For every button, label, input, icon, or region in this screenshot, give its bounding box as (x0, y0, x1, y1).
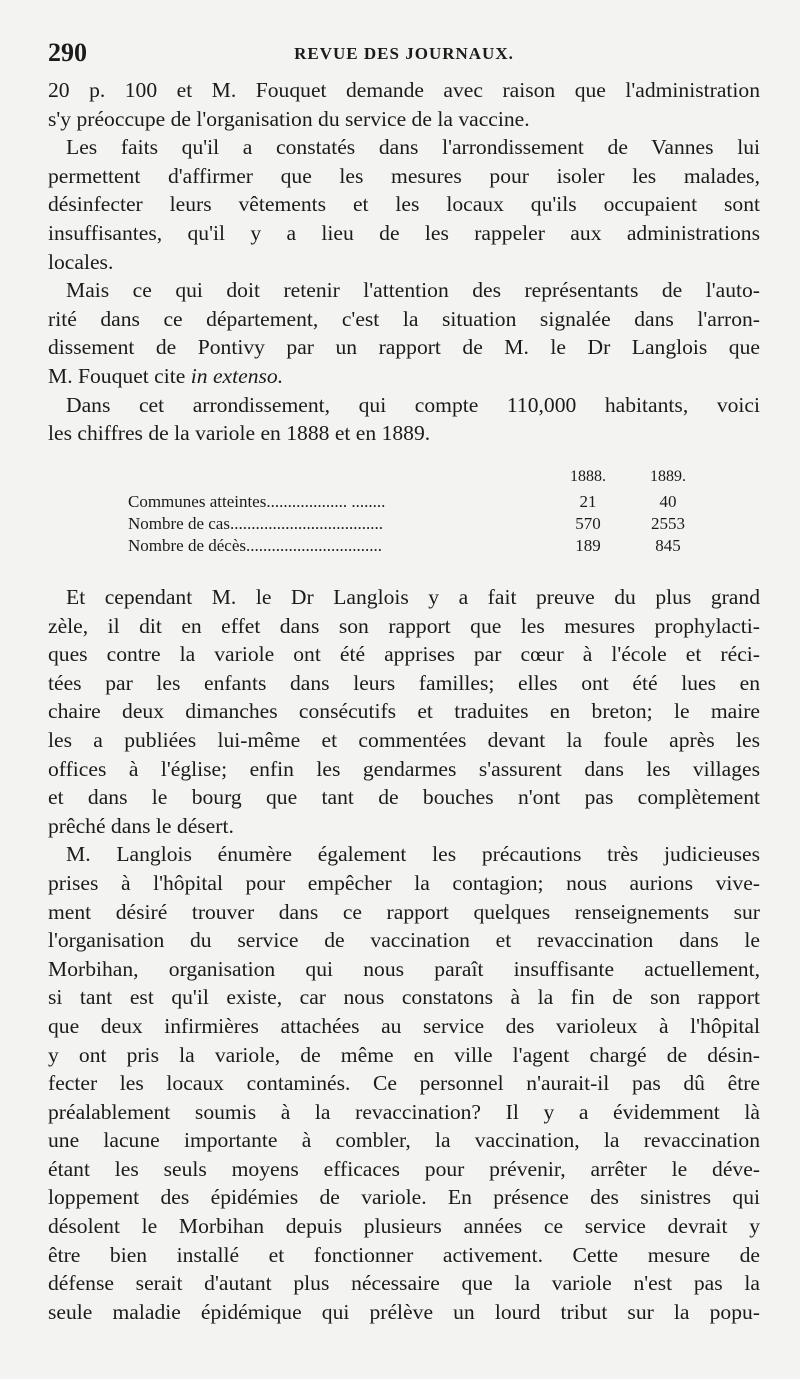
text-line: insuffisantes, qu'il y a lieu de les rappeler aux administrations (48, 220, 760, 245)
text-line: préalablement soumis à la revaccination? Il y a évidemment là (48, 1099, 760, 1124)
text-line: prêché dans le désert. (48, 813, 234, 838)
table-header-row (128, 468, 688, 492)
paragraph-5 (48, 583, 760, 840)
table-row (128, 492, 688, 514)
text-line: fecter les locaux contaminés. Ce personnel n'aurait-il pas dû être (48, 1071, 760, 1096)
table-row (128, 536, 688, 558)
text-line: Les faits qu'il a constatés dans l'arrondissement de Vannes lui (66, 135, 760, 160)
text-line: Mais ce qui doit retenir l'attention des représentants de l'auto- (66, 278, 760, 303)
text-line: et dans le bourg que tant de bouches n'ont pas complètement (48, 785, 760, 810)
text-line: Dans cet arrondissement, qui compte 110,000 habitants, voici (66, 392, 760, 417)
paragraph-4 (48, 391, 760, 448)
cell-1889: 40 (659, 492, 677, 511)
text-line: M. Langlois énumère également les précautions très judicieuses (66, 842, 760, 867)
variole-table (128, 468, 688, 558)
text-line: Morbihan, organisation qui nous paraît insuffisante actuellement, (48, 956, 760, 981)
text-line: les a publiées lui-même et commentées devant la foule après les (48, 727, 760, 752)
paragraph-2 (48, 133, 760, 276)
page-header (48, 38, 760, 74)
cell-1889: 2553 (651, 514, 685, 533)
cell-1888: 189 (575, 536, 601, 555)
text-line: ment désiré trouver dans ce rapport quelques renseignements sur (48, 899, 760, 924)
text-line: étant les seuls moyens efficaces pour prévenir, arrêter le déve- (48, 1156, 760, 1181)
text-line: zèle, il dit en effet dans son rapport que les mesures prophylacti- (48, 613, 760, 638)
text-line: permettent d'affirmer que les mesures pour isoler les malades, (48, 163, 760, 188)
paragraph-3 (48, 276, 760, 390)
text-line: loppement des épidémies de variole. En présence des sinistres qui (48, 1185, 760, 1210)
text-line: être bien installé et fonctionner activement. Cette mesure de (48, 1242, 760, 1267)
row-label: Nombre de cas.................................... (128, 514, 383, 533)
text-line: dissement de Pontivy par un rapport de M. le Dr Langlois que (48, 335, 760, 360)
paragraph-1 (48, 76, 760, 133)
row-label: Communes atteintes................... ........ (128, 492, 386, 511)
text-line: désinfecter leurs vêtements et les locaux qu'ils occupaient sont (48, 192, 760, 217)
body-text-bottom (48, 583, 760, 1326)
text-line: offices à l'église; enfin les gendarmes s'assurent dans les villages (48, 756, 760, 781)
text-line: prises à l'hôpital pour empêcher la contagion; nous aurions vive- (48, 870, 760, 895)
row-label: Nombre de décès................................ (128, 536, 383, 555)
text-line: si tant est qu'il existe, car nous constatons à la fin de son rapport (48, 985, 760, 1010)
text-line: seule maladie épidémique qui prélève un lourd tribut sur la popu- (48, 1299, 760, 1324)
cell-1888: 21 (579, 492, 597, 511)
body-text-top (48, 76, 760, 448)
paragraph-6 (48, 840, 760, 1326)
text-line: locales. (48, 249, 114, 274)
cell-1889: 845 (655, 536, 681, 555)
text-line: 20 p. 100 et M. Fouquet demande avec raison que l'administration (48, 78, 760, 102)
column-header-1888: 1888. (570, 468, 606, 485)
text-line: défense serait d'autant plus nécessaire que la variole n'est pas la (48, 1271, 760, 1296)
column-header-1889: 1889. (650, 468, 686, 485)
text-line: une lacune importante à combler, la vaccination, la revaccination (48, 1128, 760, 1153)
text-fragment: M. Fouquet cite (48, 363, 191, 388)
text-line: tées par les enfants dans leurs familles; elles ont été lues en (48, 670, 760, 695)
text-line: s'y préoccupe de l'organisation du service de la vaccine. (48, 106, 530, 131)
text-line: les chiffres de la variole en 1888 et en 1889. (48, 421, 431, 446)
text-line: ques contre la variole ont été apprises par cœur à l'école et réci- (48, 642, 760, 667)
text-line: rité dans ce département, c'est la situation signalée dans l'arron- (48, 306, 760, 331)
text-line: désolent le Morbihan depuis plusieurs années ce service devrait y (48, 1214, 760, 1239)
text-line: Et cependant M. le Dr Langlois y a fait preuve du plus grand (66, 585, 760, 609)
text-line (48, 362, 760, 391)
text-line: y ont pris la variole, de même en ville l'agent chargé de désin- (48, 1042, 760, 1067)
cell-1888: 570 (575, 514, 601, 533)
running-head: REVUE DES JOURNAUX. (294, 44, 514, 63)
page-number: 290 (48, 38, 87, 67)
text-line: que deux infirmières attachées au service des varioleux à l'hôpital (48, 1013, 760, 1038)
text-line: chaire deux dimanches consécutifs et traduites en breton; le maire (48, 699, 760, 724)
italic-text: in extenso. (190, 363, 284, 388)
table-row (128, 514, 688, 536)
text-line: l'organisation du service de vaccination et revaccination dans le (48, 928, 760, 953)
